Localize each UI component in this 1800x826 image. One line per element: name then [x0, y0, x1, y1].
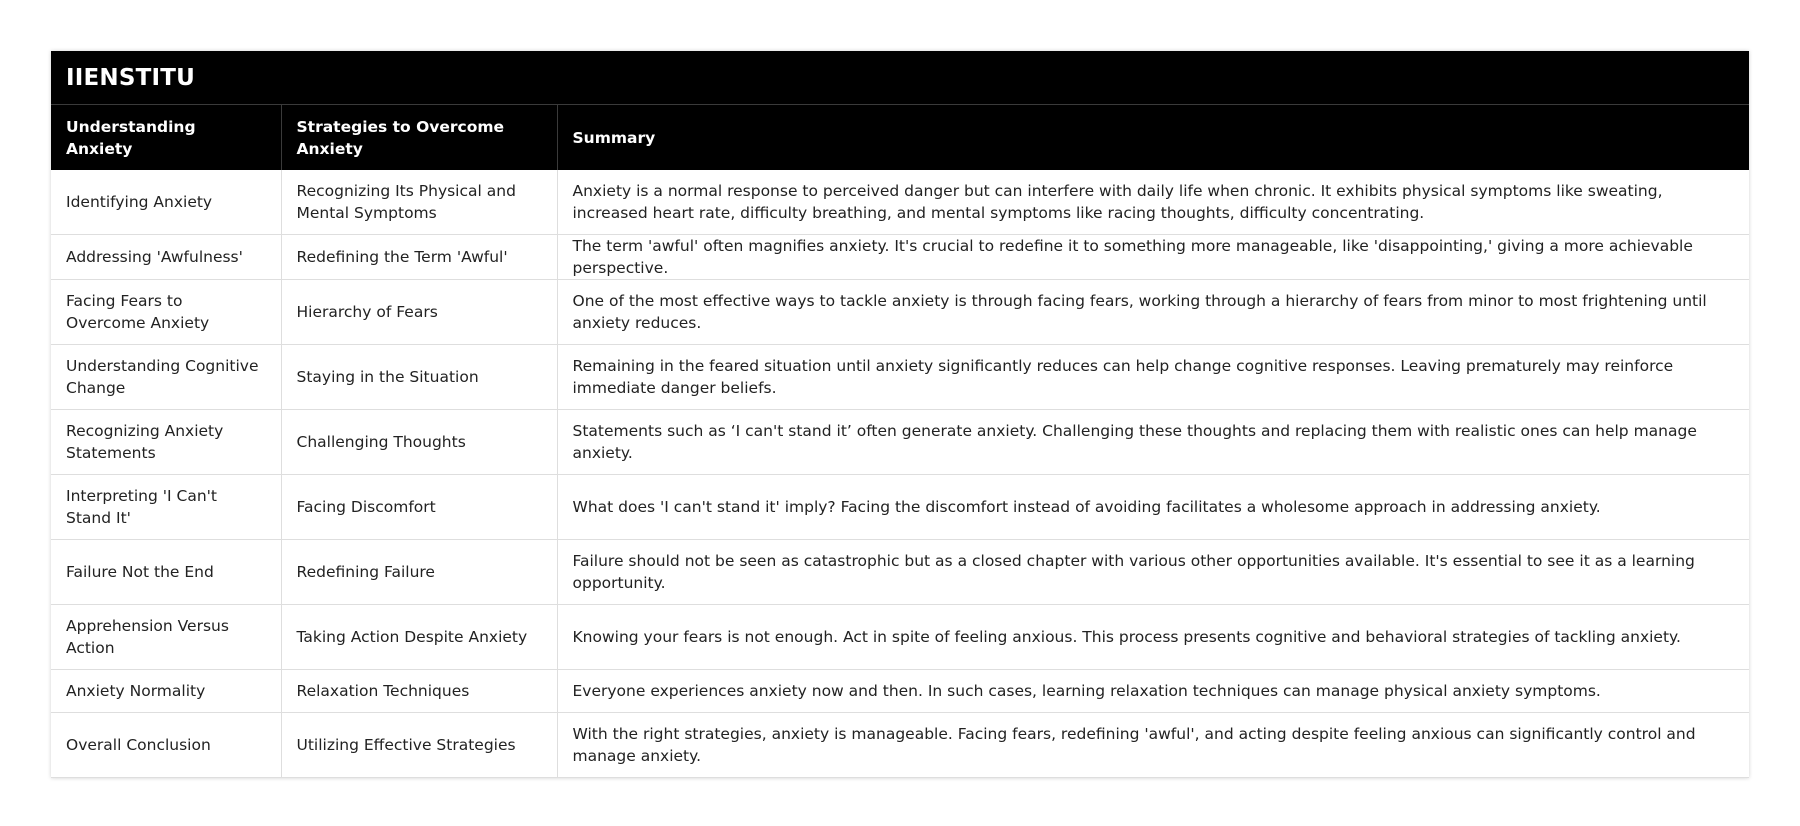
- cell-understanding: Facing Fears to Overcome Anxiety: [51, 280, 281, 345]
- table-row: [51, 670, 1749, 713]
- cell-understanding: Addressing 'Awfulness': [51, 235, 281, 280]
- cell-strategy: Relaxation Techniques: [281, 670, 557, 713]
- cell-strategy: Redefining the Term 'Awful': [281, 235, 557, 280]
- cell-summary: Remaining in the feared situation until anxiety significantly reduces can help change cognitive responses. Leaving prematurely may reinforce immediate danger beliefs.: [557, 345, 1749, 410]
- column-header-understanding: Understanding Anxiety: [51, 105, 281, 170]
- cell-strategy: Challenging Thoughts: [281, 410, 557, 475]
- table-row: [51, 235, 1749, 280]
- cell-strategy: Utilizing Effective Strategies: [281, 713, 557, 778]
- cell-strategy: Hierarchy of Fears: [281, 280, 557, 345]
- cell-understanding: Overall Conclusion: [51, 713, 281, 778]
- table-row: [51, 170, 1749, 235]
- column-header-summary: Summary: [557, 105, 1749, 170]
- cell-strategy: Staying in the Situation: [281, 345, 557, 410]
- cell-summary: What does 'I can't stand it' imply? Facing the discomfort instead of avoiding facilitates a wholesome approach in addressing anxiety.: [557, 475, 1749, 540]
- cell-understanding: Apprehension Versus Action: [51, 605, 281, 670]
- cell-summary: Failure should not be seen as catastrophic but as a closed chapter with various other opportunities available. It's essential to see it as a learning opportunity.: [557, 540, 1749, 605]
- cell-understanding: Failure Not the End: [51, 540, 281, 605]
- table-row: [51, 475, 1749, 540]
- cell-strategy: Taking Action Despite Anxiety: [281, 605, 557, 670]
- table-row: [51, 605, 1749, 670]
- cell-summary: The term 'awful' often magnifies anxiety. It's crucial to redefine it to something more manageable, like 'disappointing,' giving a more achievable perspective.: [557, 235, 1749, 280]
- table-row: [51, 345, 1749, 410]
- table-row: [51, 713, 1749, 778]
- cell-strategy: Redefining Failure: [281, 540, 557, 605]
- cell-strategy: Facing Discomfort: [281, 475, 557, 540]
- column-header-strategies: Strategies to Overcome Anxiety: [281, 105, 557, 170]
- cell-summary: One of the most effective ways to tackle anxiety is through facing fears, working through a hierarchy of fears from minor to most frightening until anxiety reduces.: [557, 280, 1749, 345]
- anxiety-strategies-table: [51, 105, 1749, 778]
- table-row: [51, 280, 1749, 345]
- cell-summary: Knowing your fears is not enough. Act in spite of feeling anxious. This process presents cognitive and behavioral strategies of tackling anxiety.: [557, 605, 1749, 670]
- cell-understanding: Interpreting 'I Can't Stand It': [51, 475, 281, 540]
- cell-understanding: Understanding Cognitive Change: [51, 345, 281, 410]
- cell-summary: Statements such as ‘I can't stand it’ often generate anxiety. Challenging these thoughts and replacing them with realistic ones can help manage anxiety.: [557, 410, 1749, 475]
- cell-summary: Anxiety is a normal response to perceived danger but can interfere with daily life when chronic. It exhibits physical symptoms like sweating, increased heart rate, difficulty breathing, and mental symptoms like racing thoughts, difficulty concentrating.: [557, 170, 1749, 235]
- table-row: [51, 410, 1749, 475]
- anxiety-table-container: [51, 51, 1749, 778]
- cell-understanding: Identifying Anxiety: [51, 170, 281, 235]
- cell-strategy: Recognizing Its Physical and Mental Symptoms: [281, 170, 557, 235]
- cell-understanding: Anxiety Normality: [51, 670, 281, 713]
- cell-summary: With the right strategies, anxiety is manageable. Facing fears, redefining 'awful', and acting despite feeling anxious can significantly control and manage anxiety.: [557, 713, 1749, 778]
- table-title: IIENSTITU: [51, 51, 1749, 105]
- cell-understanding: Recognizing Anxiety Statements: [51, 410, 281, 475]
- table-header-row: [51, 105, 1749, 170]
- cell-summary: Everyone experiences anxiety now and then. In such cases, learning relaxation techniques can manage physical anxiety symptoms.: [557, 670, 1749, 713]
- table-row: [51, 540, 1749, 605]
